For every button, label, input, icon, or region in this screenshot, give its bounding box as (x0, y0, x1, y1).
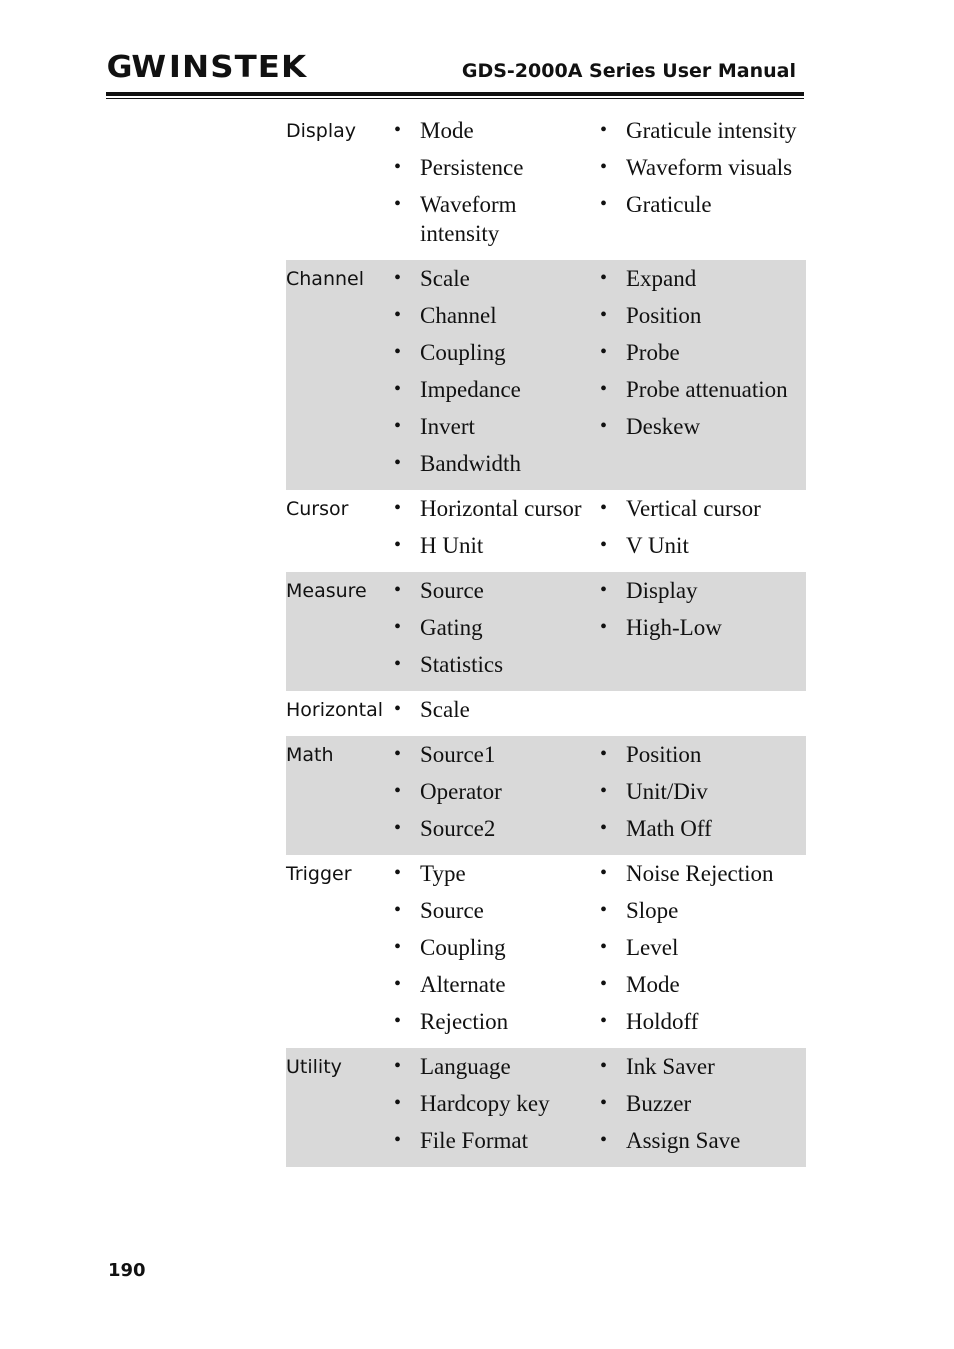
setting-item: • High-Low (598, 613, 806, 642)
row-right-column (598, 736, 806, 855)
table-row (286, 691, 806, 736)
setting-item: • Slope (598, 896, 806, 925)
setting-list (598, 740, 806, 843)
setting-item: • Statistics (392, 650, 598, 679)
setting-item: • V Unit (598, 531, 806, 560)
setting-item: • Source (392, 896, 598, 925)
setting-item: • Rejection (392, 1007, 598, 1036)
setting-list (392, 116, 598, 248)
setting-list (392, 695, 598, 724)
setting-list (598, 116, 806, 219)
table-row (286, 1048, 806, 1167)
setting-item: • Level (598, 933, 806, 962)
row-right-column (598, 572, 806, 691)
setting-item: • Probe (598, 338, 806, 367)
row-left-column (392, 260, 598, 490)
setting-item: • Mode (598, 970, 806, 999)
setting-item: • Operator (392, 777, 598, 806)
setting-item: • Coupling (392, 338, 598, 367)
setting-item: • Source1 (392, 740, 598, 769)
setting-item: • Source2 (392, 814, 598, 843)
row-category: Display (286, 120, 357, 142)
table-row (286, 855, 806, 1048)
table-row (286, 112, 806, 260)
row-category: Cursor (286, 498, 349, 520)
setting-list (598, 859, 806, 1036)
table-row (286, 260, 806, 490)
page-number: 190 (108, 1260, 146, 1281)
setting-item: • Persistence (392, 153, 598, 182)
row-left-column (392, 572, 598, 691)
table-row (286, 572, 806, 691)
setting-list (392, 576, 598, 679)
row-right-column (598, 112, 806, 260)
row-category: Math (286, 744, 334, 766)
row-left-column (392, 855, 598, 1048)
table-row (286, 736, 806, 855)
setting-list (392, 740, 598, 843)
setting-item: • Vertical cursor (598, 494, 806, 523)
logo-instek: INSTEK (168, 49, 307, 85)
setting-item: • Noise Rejection (598, 859, 806, 888)
row-category: Utility (286, 1056, 342, 1078)
setting-item: • Waveform intensity (392, 190, 598, 248)
setting-item: • Channel (392, 301, 598, 330)
setting-item: • Hardcopy key (392, 1089, 598, 1118)
setting-list (598, 1052, 806, 1155)
setting-item: • Scale (392, 695, 598, 724)
setting-item: • Buzzer (598, 1089, 806, 1118)
setting-item: • Display (598, 576, 806, 605)
setting-item: • Mode (392, 116, 598, 145)
setting-item: • Graticule (598, 190, 806, 219)
row-left-column (392, 736, 598, 855)
row-right-column (598, 855, 806, 1048)
row-left-column (392, 112, 598, 260)
setting-item: • Waveform visuals (598, 153, 806, 182)
setting-list (392, 494, 598, 560)
logo-gw: GW (106, 49, 166, 85)
row-left-column (392, 490, 598, 572)
setting-list (392, 264, 598, 478)
setting-item: • Bandwidth (392, 449, 598, 478)
setting-item: • Coupling (392, 933, 598, 962)
setting-item: • Alternate (392, 970, 598, 999)
setting-item: • Source (392, 576, 598, 605)
row-right-column (598, 490, 806, 572)
row-category: Channel (286, 268, 365, 290)
setting-list (598, 576, 806, 642)
setting-item: • Unit/Div (598, 777, 806, 806)
row-category: Trigger (286, 863, 352, 885)
setting-list (392, 1052, 598, 1155)
header-rule-thin (106, 98, 804, 99)
setting-list (392, 859, 598, 1036)
row-left-column (392, 691, 598, 736)
setting-item: • Position (598, 740, 806, 769)
setting-item: • Holdoff (598, 1007, 806, 1036)
setting-list (598, 494, 806, 560)
brand-logo (106, 49, 307, 85)
setting-item: • Gating (392, 613, 598, 642)
row-right-column (598, 260, 806, 490)
settings-table (286, 112, 806, 1167)
row-category: Measure (286, 580, 367, 602)
setting-item: • Impedance (392, 375, 598, 404)
row-right-column (598, 1048, 806, 1167)
manual-title: GDS-2000A Series User Manual (461, 60, 796, 82)
setting-item: • Horizontal cursor (392, 494, 598, 523)
setting-item: • Math Off (598, 814, 806, 843)
table-row (286, 490, 806, 572)
setting-item: • Graticule intensity (598, 116, 806, 145)
setting-item: • Probe attenuation (598, 375, 806, 404)
setting-list (598, 264, 806, 441)
setting-item: • Deskew (598, 412, 806, 441)
setting-item: • Assign Save (598, 1126, 806, 1155)
setting-item: • File Format (392, 1126, 598, 1155)
setting-item: • Invert (392, 412, 598, 441)
setting-item: • Scale (392, 264, 598, 293)
setting-item: • H Unit (392, 531, 598, 560)
row-right-column (598, 691, 806, 736)
row-category: Horizontal (286, 699, 384, 721)
row-left-column (392, 1048, 598, 1167)
setting-item: • Expand (598, 264, 806, 293)
setting-item: • Ink Saver (598, 1052, 806, 1081)
setting-item: • Type (392, 859, 598, 888)
setting-item: • Position (598, 301, 806, 330)
header-rule-thick (106, 92, 804, 96)
setting-item: • Language (392, 1052, 598, 1081)
